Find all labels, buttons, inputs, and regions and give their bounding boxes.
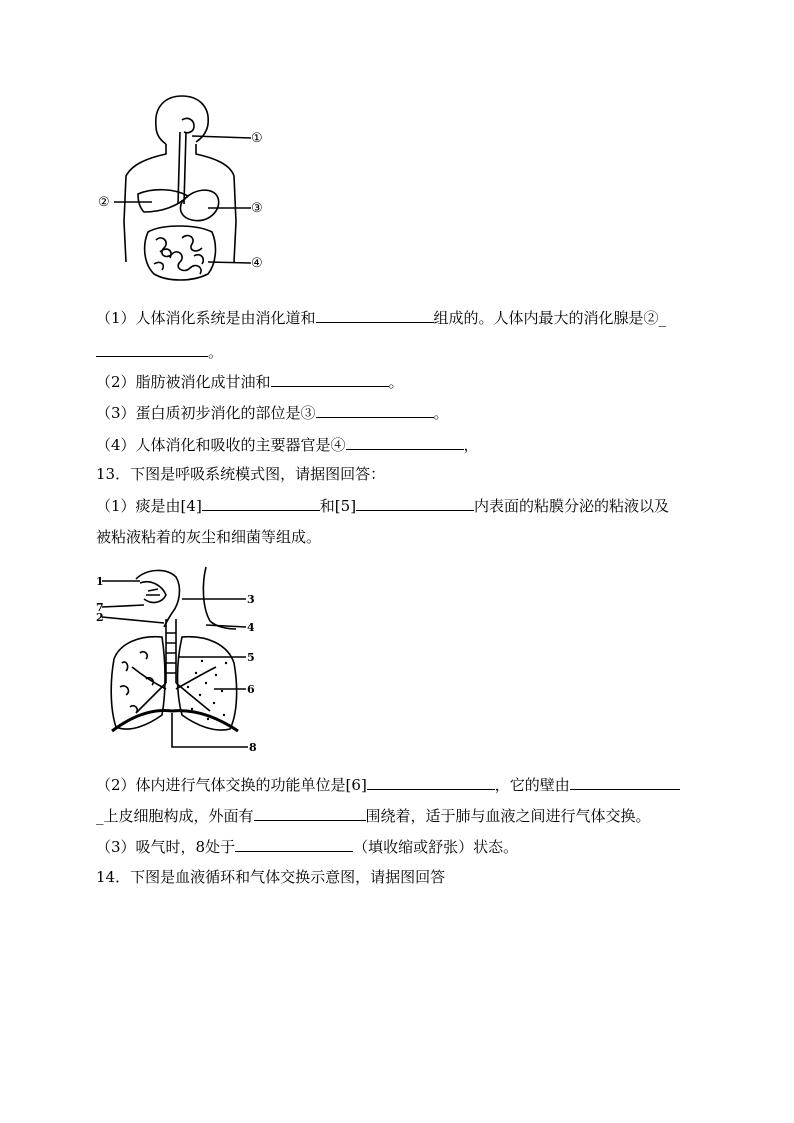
q13-line5: （3）吸气时，8处于 （填收缩或舒张）状态。 bbox=[96, 835, 518, 858]
resp-label-5: 5 bbox=[247, 651, 255, 664]
resp-label-4: 4 bbox=[247, 621, 255, 634]
q12-line3: （2）脂肪被消化成甘油和 。 bbox=[96, 370, 404, 393]
blank-4[interactable] bbox=[202, 494, 320, 511]
q13-line4: _上皮细胞构成，外面有 围绕着，适于肺与血液之间进行气体交换。 bbox=[96, 804, 651, 827]
digestive-label-4: ④ bbox=[251, 256, 263, 271]
blank-small-intestine[interactable] bbox=[346, 433, 464, 450]
digestive-system-figure bbox=[96, 92, 276, 292]
q13-line1: （1）痰是由[4] 和[5] 内表面的粘膜分泌的粘液以及 bbox=[96, 494, 669, 517]
q13-line3: （2）体内进行气体交换的功能单位是[6] ，它的壁由 bbox=[96, 773, 680, 796]
q12-line2: 。 bbox=[96, 340, 223, 363]
resp-label-6: 6 bbox=[247, 683, 255, 696]
blank-5[interactable] bbox=[356, 494, 474, 511]
resp-label-8: 8 bbox=[249, 741, 257, 754]
blank-capillaries[interactable] bbox=[254, 804, 366, 821]
resp-label-7: 7 bbox=[96, 601, 104, 614]
blank-stomach[interactable] bbox=[316, 401, 434, 418]
resp-label-3: 3 bbox=[247, 593, 255, 606]
q14-title: 14．下图是血液循环和气体交换示意图，请据图回答 bbox=[96, 868, 446, 886]
resp-label-1: 1 bbox=[96, 575, 104, 588]
q12-line4: （3）蛋白质初步消化的部位是③ 。 bbox=[96, 401, 449, 424]
blank-fatty-acid[interactable] bbox=[271, 370, 389, 387]
respiratory-system-figure bbox=[96, 563, 262, 763]
q13-title: 13．下图是呼吸系统模式图，请据图回答： bbox=[96, 465, 386, 483]
q12-line1: （1）人体消化系统是由消化道和 组成的。人体内最大的消化腺是②_ bbox=[96, 306, 666, 329]
blank-liver[interactable] bbox=[96, 340, 208, 357]
resp-label-2: 2 bbox=[96, 611, 104, 624]
q13-line2: 被粘液粘着的灰尘和细菌等组成。 bbox=[96, 528, 322, 546]
blank-alveolus[interactable] bbox=[367, 773, 495, 790]
blank-digestive-glands[interactable] bbox=[316, 306, 434, 323]
digestive-label-3: ③ bbox=[251, 201, 263, 216]
blank-wall[interactable] bbox=[570, 773, 680, 790]
digestive-label-2: ② bbox=[98, 195, 110, 210]
q12-line5: （4）人体消化和吸收的主要器官是④ ， bbox=[96, 433, 479, 456]
blank-diaphragm-state[interactable] bbox=[235, 835, 353, 852]
digestive-label-1: ① bbox=[251, 131, 263, 146]
